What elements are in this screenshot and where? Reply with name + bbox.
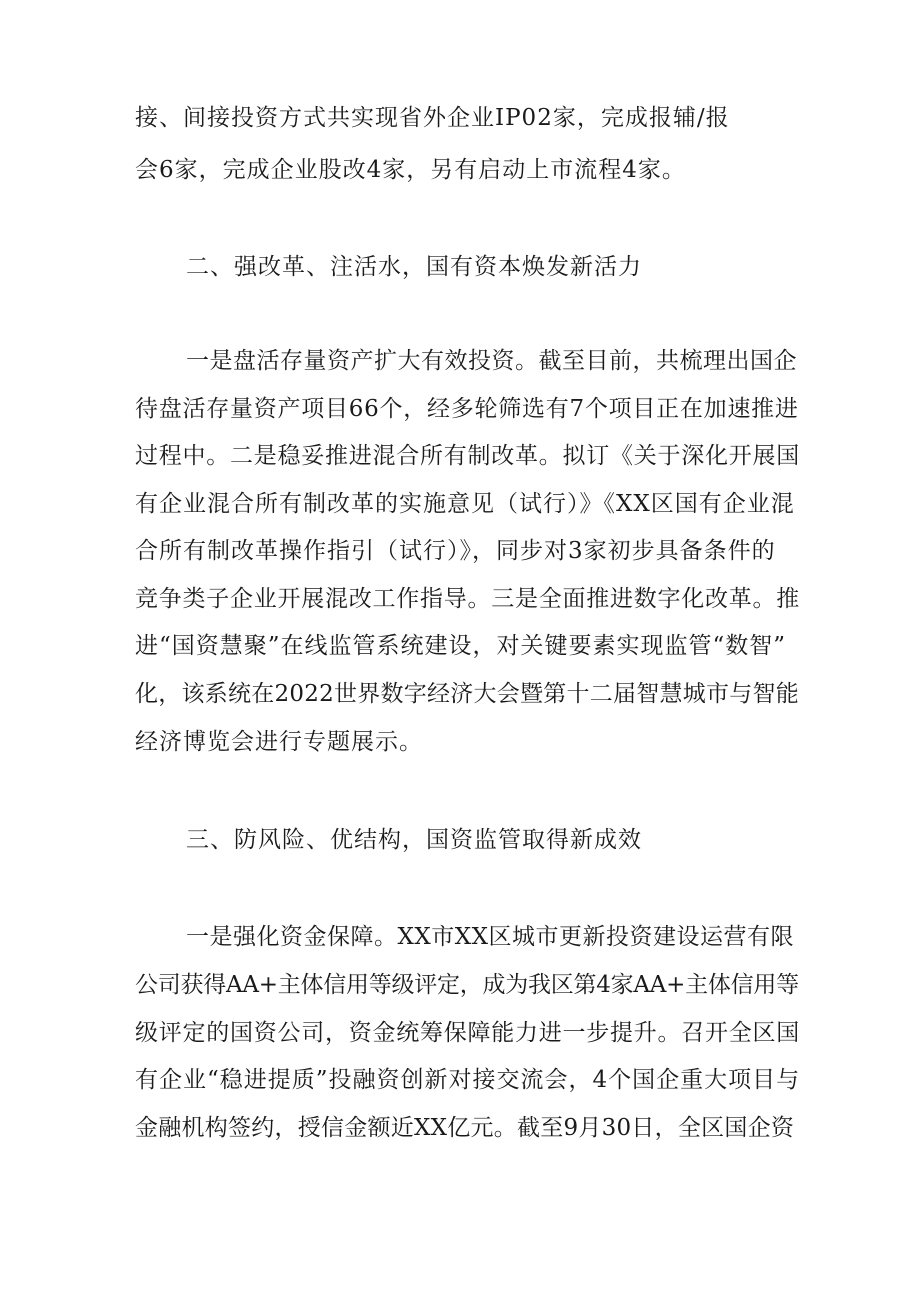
paragraph-2-line-7: 进“国资慧聚”在线监管系统建设，对关键要素实现监管“数智” <box>135 633 787 659</box>
paragraph-3-line-5: 金融机构签约，授信金额近XX亿元。截至9月30日，全区国企资 <box>135 1115 795 1141</box>
paragraph-3-line-4: 有企业“稳进提质”投融资创新对接交流会，4个国企重大项目与 <box>135 1067 801 1093</box>
paragraph-2-line-3: 过程中。二是稳妥推进混合所有制改革。拟订《关于深化开展国 <box>135 443 800 469</box>
section-heading-2: 二、强改革、注活水，国有资本焕发新活力 <box>186 254 642 280</box>
paragraph-3-line-2: 公司获得AA+主体信用等级评定，成为我区第4家AA+主体信用等 <box>135 972 799 998</box>
paragraph-2-line-9: 经济博览会进行专题展示。 <box>135 729 423 755</box>
paragraph-2-line-8: 化，该系统在2022世界数字经济大会暨第十二届智慧城市与智能 <box>135 681 800 707</box>
paragraph-3-line-3: 级评定的国资公司，资金统筹保障能力进一步提升。召开全区国 <box>135 1020 800 1046</box>
paragraph-2-line-5: 合所有制改革操作指引（试行）》，同步对3家初步具备条件的 <box>135 538 776 564</box>
section-heading-3: 三、防风险、优结构，国资监管取得新成效 <box>186 827 642 853</box>
paragraph-2-line-2: 待盘活存量资产项目66个，经多轮筛选有7个项目正在加速推进 <box>135 396 799 422</box>
paragraph-2-line-1: 一是盘活存量资产扩大有效投资。截至目前，共梳理出国企 <box>186 348 797 374</box>
paragraph-2-line-4: 有企业混合所有制改革的实施意见（试行）》《XX区国有企业混 <box>135 491 795 517</box>
paragraph-intro-line-1: 接、间接投资方式共实现省外企业IP02家，完成报辅/报 <box>135 105 730 131</box>
paragraph-3-line-1: 一是强化资金保障。XX市XX区城市更新投资建设运营有限 <box>186 924 794 950</box>
paragraph-2-line-6: 竞争类子企业开展混改工作指导。三是全面推进数字化改革。推 <box>135 586 800 612</box>
paragraph-intro-line-2: 会6家，完成企业股改4家，另有启动上市流程4家。 <box>135 157 686 183</box>
